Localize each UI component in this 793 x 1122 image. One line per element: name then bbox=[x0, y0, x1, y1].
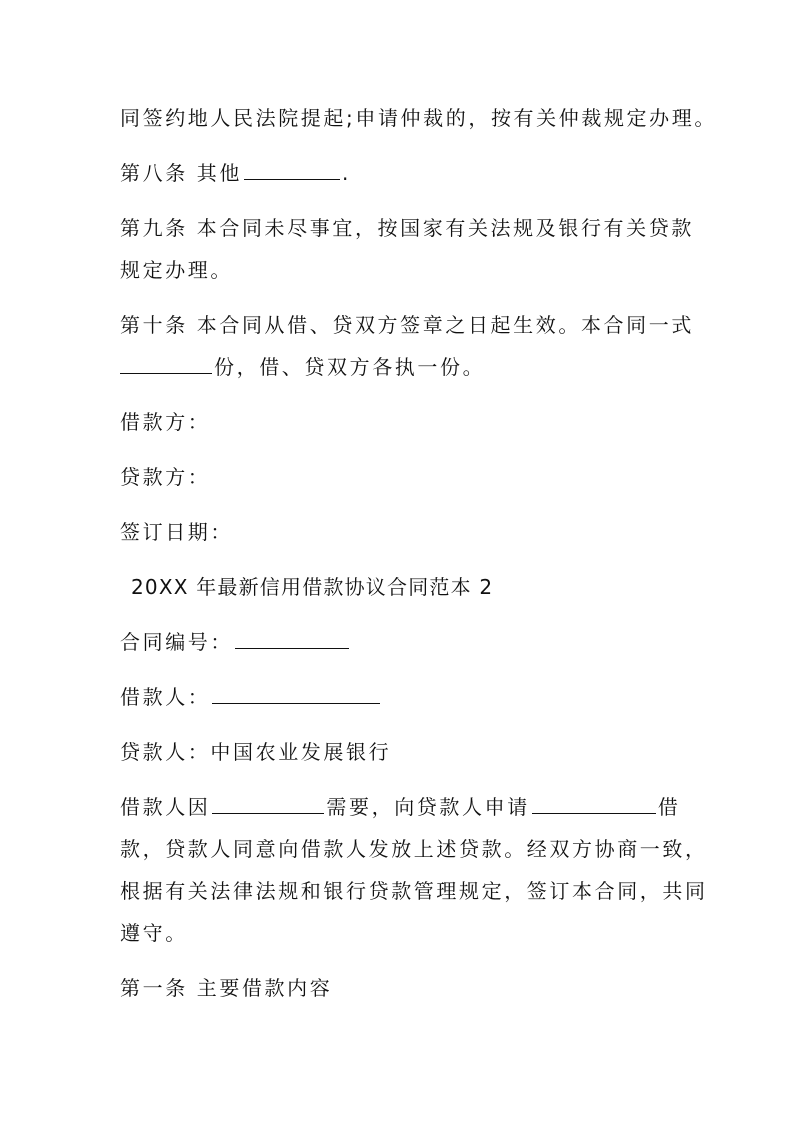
text-line-arbitration bbox=[120, 105, 717, 131]
purpose-line-1 bbox=[120, 794, 680, 820]
purpose-line-3 bbox=[120, 878, 708, 904]
contract-number-blank bbox=[235, 630, 349, 649]
amount-blank bbox=[532, 795, 656, 814]
purpose-text-b: 需要，向贷款人申请 bbox=[326, 795, 530, 819]
contract-number-line bbox=[120, 629, 351, 655]
article-8 bbox=[120, 160, 351, 186]
lender-signature-line bbox=[120, 464, 210, 490]
purpose-text-2: 款，贷款人同意向借款人发放上述贷款。经双方协商一致， bbox=[120, 837, 708, 861]
purpose-blank bbox=[212, 795, 324, 814]
article-8-end: . bbox=[341, 161, 351, 185]
article-9-line-2 bbox=[120, 257, 233, 283]
sign-date-label: 签订日期： bbox=[120, 520, 233, 544]
purpose-text-c: 借 bbox=[657, 795, 681, 819]
lender-text: 贷款人：中国农业发展银行 bbox=[120, 740, 392, 764]
article-9-text-2: 规定办理。 bbox=[120, 258, 233, 282]
borrower-blank bbox=[212, 685, 380, 704]
article-9-text-1: 第九条 本合同未尽事宜，按国家有关法规及银行有关贷款 bbox=[120, 216, 694, 240]
article-10-line-2 bbox=[120, 354, 485, 380]
article-9-line-1 bbox=[120, 215, 694, 241]
borrower-signature-line bbox=[120, 409, 210, 435]
article-1-heading bbox=[120, 975, 332, 1001]
borrower-signature-label: 借款方： bbox=[120, 410, 211, 434]
purpose-line-4 bbox=[120, 920, 188, 946]
article-8-blank bbox=[244, 161, 340, 180]
lender-line bbox=[120, 739, 391, 765]
article-10-text-1: 第十条 本合同从借、贷双方签章之日起生效。本合同一式 bbox=[120, 313, 694, 337]
purpose-line-2 bbox=[120, 836, 708, 862]
borrower-label: 借款人： bbox=[120, 685, 211, 709]
section-title-text: 20XX 年最新信用借款协议合同范本 2 bbox=[131, 575, 494, 599]
arbitration-text: 同签约地人民法院提起;申请仲裁的，按有关仲裁规定办理。 bbox=[120, 106, 717, 130]
borrower-line bbox=[120, 684, 382, 710]
sign-date-line bbox=[120, 519, 233, 545]
article-10-line-1 bbox=[120, 312, 694, 338]
purpose-text-4: 遵守。 bbox=[120, 921, 188, 945]
lender-signature-label: 贷款方： bbox=[120, 465, 211, 489]
article-1-text: 第一条 主要借款内容 bbox=[120, 976, 333, 1000]
article-8-label: 第八条 其他 bbox=[120, 161, 242, 185]
article-10-text-2: 份，借、贷双方各执一份。 bbox=[214, 355, 486, 379]
purpose-text-3: 根据有关法律法规和银行贷款管理规定，签订本合同，共同 bbox=[120, 879, 708, 903]
purpose-text-a: 借款人因 bbox=[120, 795, 211, 819]
contract-number-label: 合同编号： bbox=[120, 630, 233, 654]
copies-blank bbox=[120, 355, 212, 374]
section-title bbox=[131, 574, 493, 600]
